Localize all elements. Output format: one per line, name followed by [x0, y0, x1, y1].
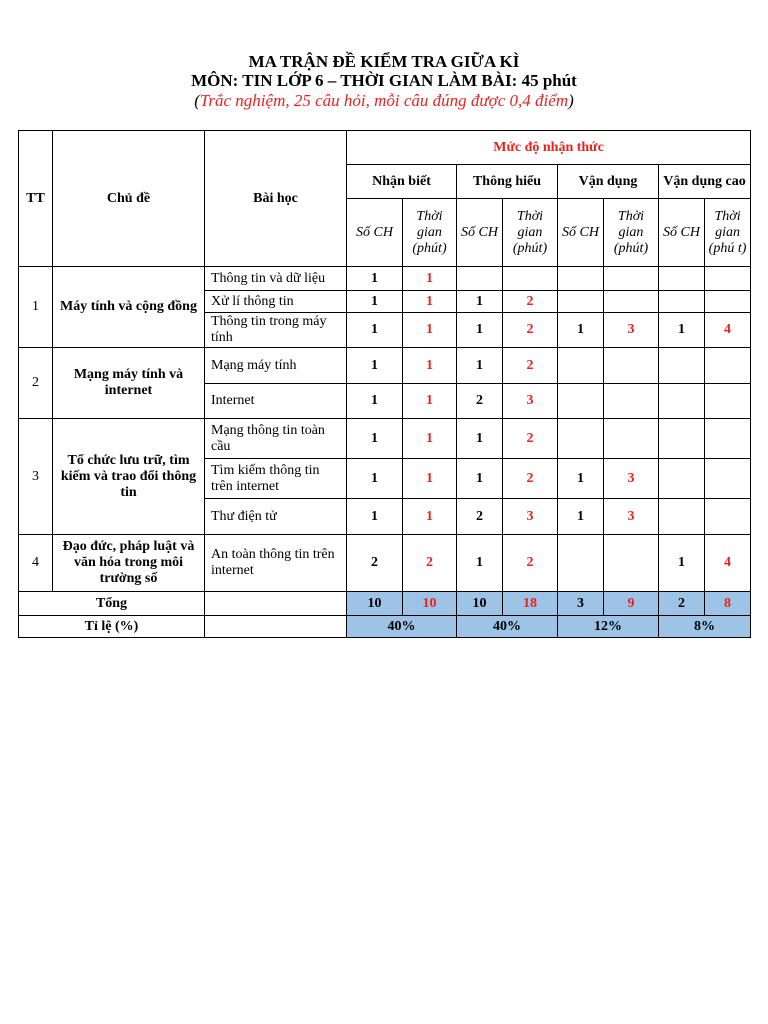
time-minutes-cell: 1: [403, 384, 457, 419]
topic-name: Tổ chức lưu trữ, tìm kiếm và trao đổi thông tin: [53, 419, 205, 535]
lesson-name: Tìm kiếm thông tin trên internet: [205, 459, 347, 499]
time-minutes-cell: [705, 291, 751, 313]
question-count-cell: [659, 384, 705, 419]
time-minutes-cell: 1: [403, 313, 457, 348]
header-level-recognize: Nhận biết: [347, 165, 457, 199]
ratio-cell: 8%: [659, 616, 751, 638]
total-label: Tổng: [19, 592, 205, 616]
question-count-cell: 1: [457, 459, 503, 499]
subheader-count: Số CH: [659, 199, 705, 267]
header-level-apply: Vận dụng: [558, 165, 659, 199]
question-count-cell: 1: [659, 535, 705, 592]
document-subject-line: MÔN: TIN LỚP 6 – THỜI GIAN LÀM BÀI: 45 phút: [191, 71, 577, 90]
subheader-count: Số CH: [347, 199, 403, 267]
question-count-cell: 1: [347, 419, 403, 459]
table-row: [19, 535, 751, 592]
time-minutes-cell: [705, 499, 751, 535]
lesson-name: Thông tin trong máy tính: [205, 313, 347, 348]
time-minutes-cell: 2: [403, 535, 457, 592]
question-count-cell: 1: [558, 313, 604, 348]
question-count-cell: 1: [457, 291, 503, 313]
time-minutes-cell: [705, 419, 751, 459]
time-minutes-cell: 2: [503, 535, 558, 592]
assessment-matrix-table: [18, 130, 751, 638]
total-cell: 8: [705, 592, 751, 616]
question-count-cell: 1: [457, 535, 503, 592]
subheader-count: Số CH: [558, 199, 604, 267]
time-minutes-cell: 1: [403, 291, 457, 313]
question-count-cell: 1: [347, 267, 403, 291]
question-count-cell: 1: [558, 459, 604, 499]
time-minutes-cell: 1: [403, 348, 457, 384]
time-minutes-cell: [604, 348, 659, 384]
header-level-advanced-apply: Vận dụng cao: [659, 165, 751, 199]
time-minutes-cell: 1: [403, 499, 457, 535]
time-minutes-cell: 1: [403, 419, 457, 459]
header-lesson: Bài học: [205, 131, 347, 267]
question-count-cell: [558, 535, 604, 592]
subheader-count: Số CH: [457, 199, 503, 267]
lesson-name: Mạng thông tin toàn cầu: [205, 419, 347, 459]
question-count-cell: 1: [347, 499, 403, 535]
topic-number: 4: [19, 535, 53, 592]
question-count-cell: 2: [347, 535, 403, 592]
subheader-time: Thời gian (phú t): [705, 199, 751, 267]
subheader-time: Thời gian (phút): [503, 199, 558, 267]
time-minutes-cell: [705, 348, 751, 384]
time-minutes-cell: 3: [604, 459, 659, 499]
question-count-cell: [558, 267, 604, 291]
time-minutes-cell: 3: [604, 313, 659, 348]
time-minutes-cell: [604, 291, 659, 313]
time-minutes-cell: 2: [503, 419, 558, 459]
table-row: [19, 348, 751, 384]
ratio-label: Tỉ lệ (%): [19, 616, 205, 638]
question-count-cell: 1: [558, 499, 604, 535]
question-count-cell: 2: [457, 384, 503, 419]
time-minutes-cell: 1: [403, 267, 457, 291]
question-count-cell: [558, 348, 604, 384]
subheader-time: Thời gian (phút): [403, 199, 457, 267]
time-minutes-cell: 4: [705, 313, 751, 348]
table-row: [19, 267, 751, 291]
question-count-cell: [659, 348, 705, 384]
question-count-cell: [659, 459, 705, 499]
header-tt: TT: [19, 131, 53, 267]
ratio-cell: 40%: [347, 616, 457, 638]
topic-number: 2: [19, 348, 53, 419]
total-cell: 10: [457, 592, 503, 616]
question-count-cell: [659, 419, 705, 459]
time-minutes-cell: 3: [503, 499, 558, 535]
instructions-text: Trắc nghiệm, 25 câu hỏi, mỗi câu đúng được 0,4 điểm: [199, 91, 569, 110]
question-count-cell: [659, 499, 705, 535]
total-cell: 10: [403, 592, 457, 616]
instructions-open-paren: (: [194, 91, 200, 110]
document-title: MA TRẬN ĐỀ KIỂM TRA GIỮA KÌ: [248, 52, 520, 71]
question-count-cell: [558, 419, 604, 459]
time-minutes-cell: [705, 459, 751, 499]
question-count-cell: 1: [347, 384, 403, 419]
question-count-cell: [659, 291, 705, 313]
total-empty-cell: [205, 592, 347, 616]
time-minutes-cell: [604, 384, 659, 419]
time-minutes-cell: 3: [604, 499, 659, 535]
question-count-cell: 1: [347, 348, 403, 384]
ratio-cell: 40%: [457, 616, 558, 638]
instructions-close-paren: ): [568, 91, 574, 110]
question-count-cell: 1: [659, 313, 705, 348]
question-count-cell: 1: [457, 313, 503, 348]
question-count-cell: 2: [457, 499, 503, 535]
time-minutes-cell: 3: [503, 384, 558, 419]
header-level-understand: Thông hiểu: [457, 165, 558, 199]
table-row: [19, 419, 751, 459]
question-count-cell: [457, 267, 503, 291]
subheader-time: Thời gian (phút): [604, 199, 659, 267]
question-count-cell: 1: [347, 459, 403, 499]
topic-number: 3: [19, 419, 53, 535]
lesson-name: Internet: [205, 384, 347, 419]
header-topic: Chủ đề: [53, 131, 205, 267]
lesson-name: Xử lí thông tin: [205, 291, 347, 313]
time-minutes-cell: [503, 267, 558, 291]
time-minutes-cell: 1: [403, 459, 457, 499]
document-instructions: [0, 90, 768, 112]
lesson-name: Thư điện tử: [205, 499, 347, 535]
lesson-name: An toàn thông tin trên internet: [205, 535, 347, 592]
ratio-empty-cell: [205, 616, 347, 638]
question-count-cell: [558, 291, 604, 313]
total-cell: 9: [604, 592, 659, 616]
lesson-name: Mạng máy tính: [205, 348, 347, 384]
time-minutes-cell: [705, 384, 751, 419]
topic-name: Đạo đức, pháp luật và văn hóa trong môi trường số: [53, 535, 205, 592]
time-minutes-cell: [604, 535, 659, 592]
total-cell: 10: [347, 592, 403, 616]
header-cognitive-level: Mức độ nhận thức: [347, 131, 751, 165]
ratio-cell: 12%: [558, 616, 659, 638]
time-minutes-cell: [604, 419, 659, 459]
question-count-cell: [659, 267, 705, 291]
time-minutes-cell: 4: [705, 535, 751, 592]
question-count-cell: 1: [457, 348, 503, 384]
topic-number: 1: [19, 267, 53, 348]
total-cell: 18: [503, 592, 558, 616]
question-count-cell: 1: [347, 291, 403, 313]
question-count-cell: 1: [457, 419, 503, 459]
time-minutes-cell: 2: [503, 313, 558, 348]
time-minutes-cell: 2: [503, 291, 558, 313]
lesson-name: Thông tin và dữ liệu: [205, 267, 347, 291]
topic-name: Mạng máy tính và internet: [53, 348, 205, 419]
time-minutes-cell: 2: [503, 348, 558, 384]
question-count-cell: 1: [347, 313, 403, 348]
question-count-cell: [558, 384, 604, 419]
total-cell: 3: [558, 592, 604, 616]
total-cell: 2: [659, 592, 705, 616]
time-minutes-cell: 2: [503, 459, 558, 499]
time-minutes-cell: [604, 267, 659, 291]
topic-name: Máy tính và cộng đồng: [53, 267, 205, 348]
time-minutes-cell: [705, 267, 751, 291]
